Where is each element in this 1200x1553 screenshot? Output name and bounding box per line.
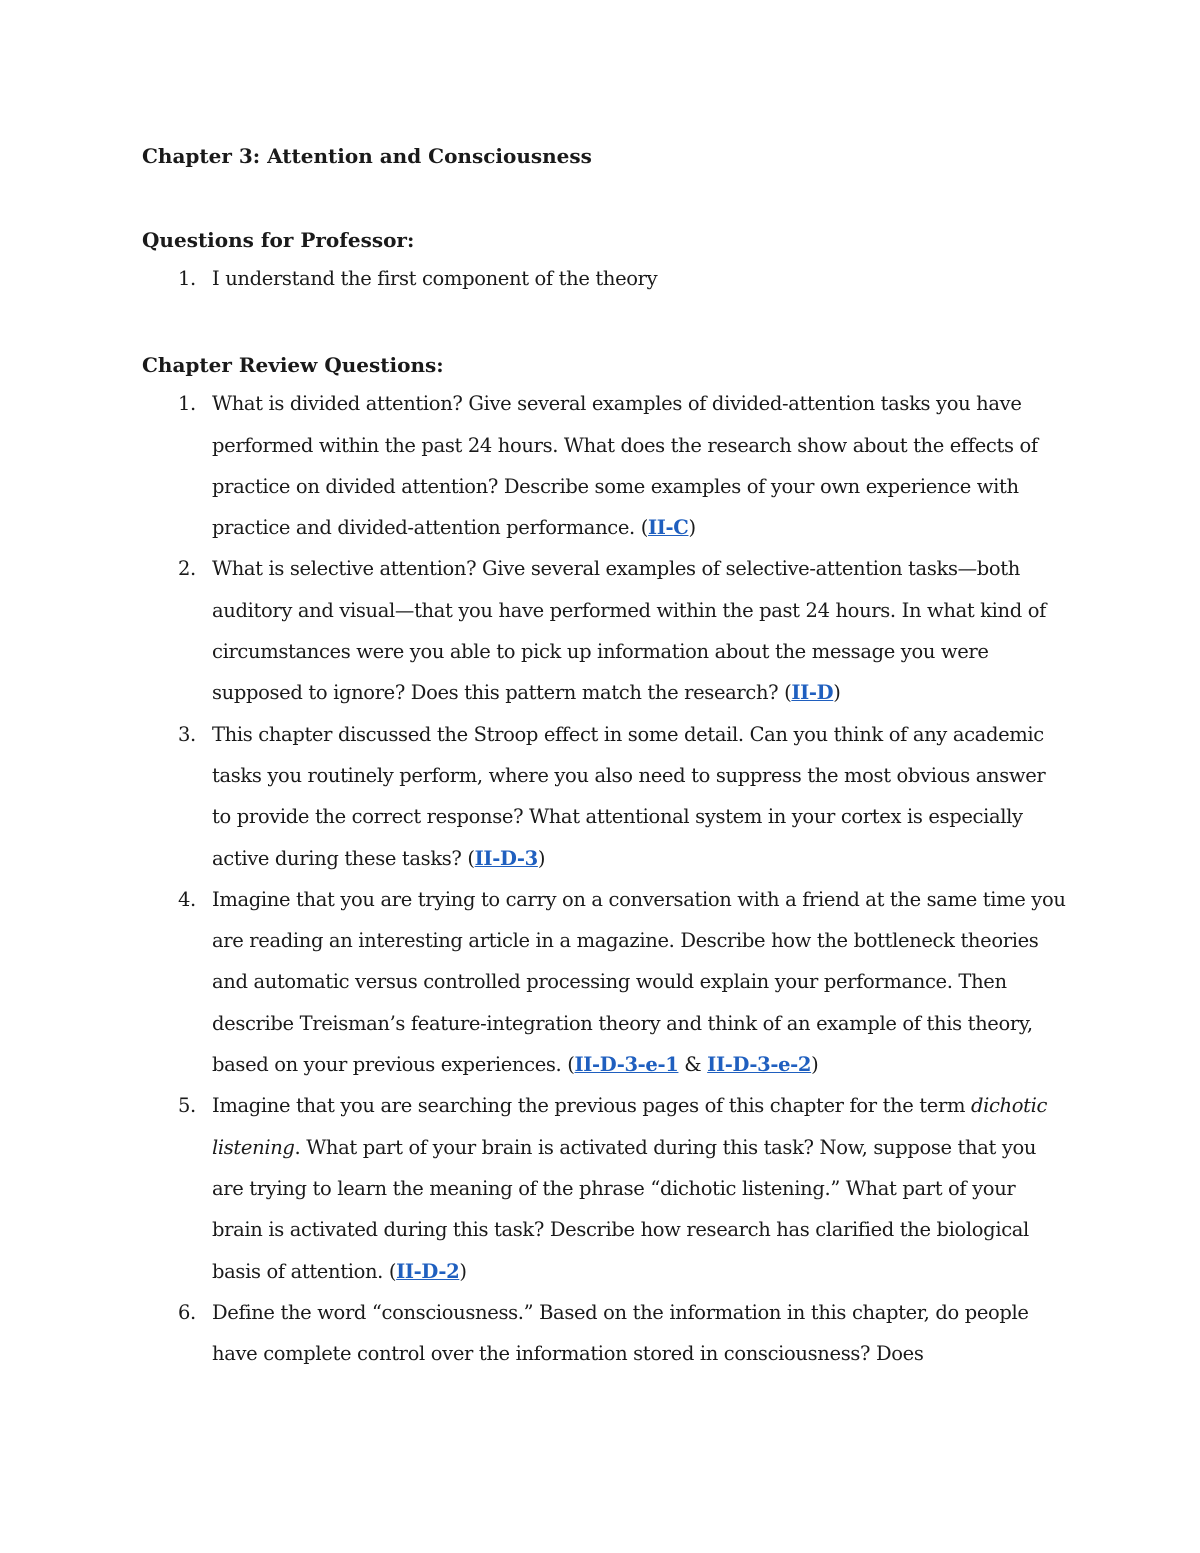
- list-item-text: This chapter discussed the Stroop effect in some detail. Can you think of any academic tasks you routinely perform, where you also need to suppress the most obvious answer to provide the correct response? What attentional system in your cortex is especially active during these tasks? (: [212, 722, 1046, 870]
- section-link-secondary[interactable]: II-D-3-e-2: [707, 1053, 812, 1077]
- list-item-text-lead: Imagine that you are searching the previous pages of this chapter for the term: [212, 1094, 971, 1118]
- closing-paren: ): [459, 1259, 467, 1283]
- section-link[interactable]: II-D-3-e-1: [574, 1053, 679, 1077]
- ampersand-separator: &: [678, 1053, 708, 1077]
- document-title: Chapter 3: Attention and Consciousness: [142, 144, 592, 168]
- list-item-text: Define the word “consciousness.” Based on the information in this chapter, do people have complete control over the information stored in consciousness? Does: [212, 1300, 1029, 1366]
- list-number: 3.: [178, 722, 196, 746]
- list-item-text: . What part of your brain is activated during this task? Now, suppose that you are trying to learn the meaning of the phrase “dichotic listening.” What part of your brain is activated during this task? Describe how research has clarified the biological basis of attention. (: [212, 1135, 1037, 1283]
- list-item-text: Imagine that you are trying to carry on a conversation with a friend at the same time you are reading an interesting article in a magazine. Describe how the bottleneck theories and automatic versus controlled processing would explain your performance. Then describe Treisman’s feature-integration theory and think of an example of this theory, based on your previous experiences. (: [212, 887, 1066, 1077]
- list-number: 1.: [178, 392, 196, 416]
- closing-paren: ): [688, 516, 696, 540]
- list-item: [142, 548, 1067, 713]
- list-item: [142, 383, 1067, 548]
- list-item: [142, 879, 1067, 1085]
- professor-questions-list: [142, 258, 1067, 299]
- list-item: [142, 1292, 1067, 1375]
- section-link[interactable]: II-D-2: [396, 1259, 460, 1283]
- section-link[interactable]: II-C: [648, 516, 689, 540]
- emphasized-term: dichotic listening: [212, 1094, 1048, 1159]
- closing-paren: ): [811, 1053, 819, 1077]
- list-item-text: What is selective attention? Give several examples of selective-attention tasks—both auditory and visual—that you have performed within the past 24 hours. In what kind of circumstances were you able to pick up information about the message you were supposed to ignore? Does this pattern match the research? (: [212, 557, 1046, 705]
- professor-questions-heading: Questions for Professor:: [142, 228, 415, 252]
- closing-paren: ): [833, 681, 841, 705]
- section-link[interactable]: II-D: [791, 681, 834, 705]
- list-item-text: What is divided attention? Give several examples of divided-attention tasks you have performed within the past 24 hours. What does the research show about the effects of practice on divided attention? Describe some examples of your own experience with practice and divided-attention performance. (: [212, 392, 1038, 540]
- review-questions-list: [142, 383, 1067, 1374]
- list-number: 6.: [178, 1300, 196, 1324]
- list-number: 4.: [178, 887, 196, 911]
- list-number: 1.: [178, 267, 196, 290]
- list-item: [142, 258, 1067, 299]
- section-link[interactable]: II-D-3: [474, 846, 538, 870]
- list-item: [142, 714, 1067, 879]
- review-questions-heading: Chapter Review Questions:: [142, 353, 444, 378]
- list-item: [142, 1085, 1067, 1291]
- closing-paren: ): [537, 846, 546, 870]
- document-page: [142, 138, 1067, 1374]
- list-item-text: I understand the first component of the theory: [212, 267, 658, 290]
- list-number: 2.: [178, 557, 196, 581]
- list-number: 5.: [178, 1094, 196, 1118]
